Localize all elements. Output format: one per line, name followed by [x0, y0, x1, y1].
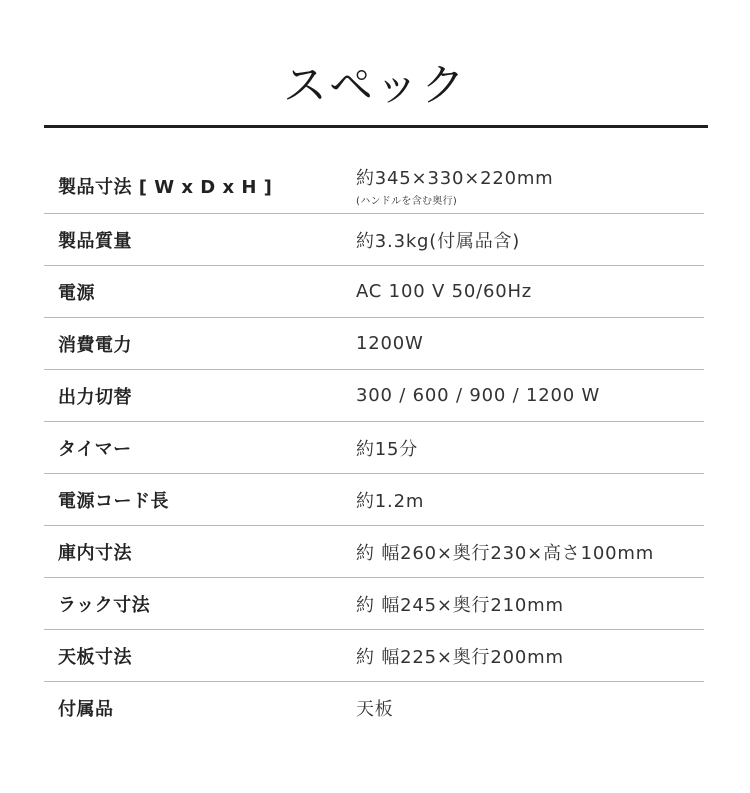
- spec-label: 電源コード長: [58, 490, 169, 512]
- page-title: スペック: [283, 60, 467, 111]
- spec-value: 300 / 600 / 900 / 1200 W: [356, 385, 601, 406]
- spec-label: 付属品: [58, 699, 114, 720]
- spec-value: 天板: [356, 699, 394, 720]
- spec-label: 製品寸法 [ W x D x H ]: [58, 176, 273, 198]
- spec-value: 1200W: [356, 333, 424, 354]
- spec-row-output-switch: [44, 370, 704, 422]
- spec-label: ラック寸法: [58, 594, 151, 616]
- spec-label: タイマー: [58, 438, 132, 460]
- spec-label: 天板寸法: [58, 646, 132, 668]
- spec-row-cord-length: [44, 474, 704, 526]
- spec-row-top-plate-dimensions: [44, 630, 704, 682]
- spec-row-dimensions: [44, 158, 704, 214]
- spec-row-interior-dimensions: [44, 526, 704, 578]
- spec-value: 約 幅245×奥行210mm: [356, 594, 564, 616]
- spec-value: 約1.2m: [356, 490, 425, 512]
- spec-value: 約3.3kg(付属品含): [356, 230, 521, 252]
- spec-row-power-consumption: [44, 318, 704, 370]
- spec-value: 約 幅260×奥行230×高さ100mm: [356, 542, 655, 564]
- spec-table: [44, 158, 704, 734]
- spec-label: 消費電力: [58, 334, 132, 356]
- spec-value-note: (ハンドルを含む奥行): [356, 196, 458, 207]
- spec-value: [356, 158, 554, 213]
- spec-row-power-source: [44, 266, 704, 318]
- spec-value-text: 約345×330×220mm: [356, 168, 554, 189]
- spec-value: 約 幅225×奥行200mm: [356, 646, 564, 668]
- spec-row-weight: [44, 214, 704, 266]
- spec-value: AC 100 V 50/60Hz: [356, 281, 533, 302]
- spec-label: 庫内寸法: [58, 542, 132, 564]
- spec-label: 製品質量: [58, 230, 132, 252]
- spec-row-accessories: [44, 682, 704, 734]
- spec-row-rack-dimensions: [44, 578, 704, 630]
- spec-label: 出力切替: [58, 386, 132, 408]
- spec-label: 電源: [58, 282, 95, 304]
- spec-value: 約15分: [356, 438, 419, 460]
- spec-row-timer: [44, 422, 704, 474]
- title-divider: [44, 125, 708, 128]
